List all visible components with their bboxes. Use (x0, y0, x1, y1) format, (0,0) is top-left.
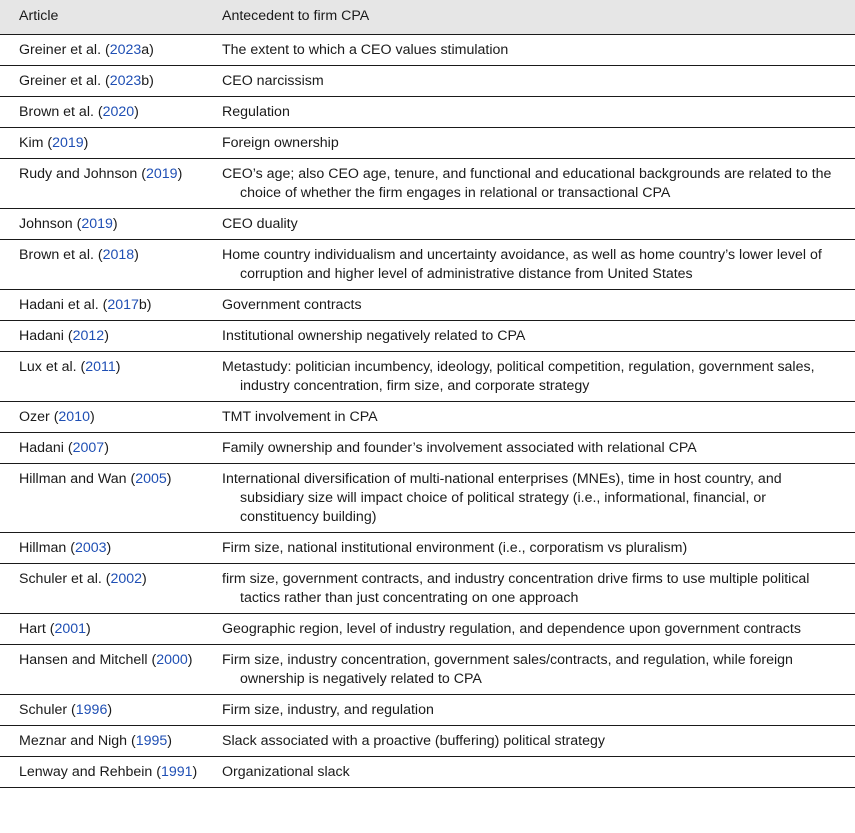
table-row (0, 613, 855, 644)
table-row (0, 756, 855, 787)
article-authors: Hadani (19, 439, 64, 456)
citation-year-link[interactable]: 2010 (58, 408, 90, 425)
citation-suffix: b (141, 72, 150, 89)
antecedent-text: Foreign ownership (222, 134, 339, 151)
table-row (0, 532, 855, 563)
article-authors: Lenway and Rehbein (19, 763, 153, 780)
table-row (0, 694, 855, 725)
antecedent-text: Firm size, national institutional environment (i.e., corporatism vs pluralism) (222, 539, 688, 556)
header-article: Article (0, 0, 212, 34)
antecedent-text: TMT involvement in CPA (222, 408, 378, 425)
citation-year-link[interactable]: 2019 (146, 165, 178, 182)
antecedent-cell (212, 432, 855, 463)
citation-year-link[interactable]: 2005 (135, 470, 167, 487)
table-row (0, 34, 855, 65)
citation-year-link[interactable]: 2007 (72, 439, 105, 456)
antecedent-text: CEO narcissism (222, 72, 324, 89)
article-cell: Hadani (2007) (0, 432, 212, 463)
citation-year-link[interactable]: 2023 (109, 41, 142, 58)
article-authors: Johnson (19, 215, 73, 232)
table-row (0, 320, 855, 351)
header-antecedent: Antecedent to firm CPA (212, 0, 855, 34)
article-cell: Kim (2019) (0, 127, 212, 158)
article-cell: Hillman (2003) (0, 532, 212, 563)
antecedent-text: Metastudy: politician incumbency, ideology, political competition, regulation, government sales, industry concentration, firm size, and corporate strategy (222, 358, 815, 394)
antecedent-text: Firm size, industry, and regulation (222, 701, 434, 718)
antecedent-text: Firm size, industry concentration, government sales/contracts, and regulation, while foreign ownership is negatively related to CPA (222, 651, 793, 687)
citation-year-link[interactable]: 2019 (52, 134, 84, 151)
antecedent-cell (212, 694, 855, 725)
antecedent-cell (212, 401, 855, 432)
antecedent-cell (212, 158, 855, 208)
antecedent-cell (212, 756, 855, 787)
article-authors: Kim (19, 134, 44, 151)
table-row (0, 127, 855, 158)
table-row (0, 463, 855, 532)
article-cell: Johnson (2019) (0, 208, 212, 239)
citation-year-link[interactable]: 1991 (160, 763, 193, 780)
article-cell: Hart (2001) (0, 613, 212, 644)
antecedent-text: The extent to which a CEO values stimulation (222, 41, 509, 58)
article-authors: Greiner et al. (19, 41, 102, 58)
antecedent-text: Institutional ownership negatively related to CPA (222, 327, 526, 344)
article-cell: Lenway and Rehbein (1991) (0, 756, 212, 787)
antecedent-text: Family ownership and founder’s involvement associated with relational CPA (222, 439, 697, 456)
antecedent-cell (212, 239, 855, 289)
table-row (0, 65, 855, 96)
table-body (0, 34, 855, 787)
antecedent-cell (212, 127, 855, 158)
antecedent-text: CEO duality (222, 215, 298, 232)
citation-suffix: b (138, 296, 147, 313)
citation-year-link[interactable]: 2023 (109, 72, 142, 89)
article-authors: Hadani (19, 327, 64, 344)
article-authors: Hansen and Mitchell (19, 651, 148, 668)
article-authors: Brown et al. (19, 246, 94, 263)
antecedent-cell (212, 34, 855, 65)
article-authors: Ozer (19, 408, 50, 425)
antecedent-cell (212, 725, 855, 756)
antecedent-text: Slack associated with a proactive (buffering) political strategy (222, 732, 605, 749)
antecedent-text: firm size, government contracts, and industry concentration drive firms to use multiple political tactics rather than just concentrating on one approach (222, 570, 810, 606)
antecedent-cell (212, 613, 855, 644)
article-authors: Meznar and Nigh (19, 732, 128, 749)
antecedent-cell (212, 644, 855, 694)
citation-year-link[interactable]: 1995 (135, 732, 168, 749)
article-cell: Meznar and Nigh (1995) (0, 725, 212, 756)
citation-year-link[interactable]: 2012 (72, 327, 105, 344)
antecedent-text: Regulation (222, 103, 290, 120)
table-row (0, 351, 855, 401)
antecedent-cell (212, 320, 855, 351)
antecedent-cell (212, 532, 855, 563)
table-row (0, 208, 855, 239)
article-cell: Hadani et al. (2017b) (0, 289, 212, 320)
antecedent-text: Government contracts (222, 296, 362, 313)
article-cell: Ozer (2010) (0, 401, 212, 432)
antecedent-cell (212, 463, 855, 532)
table-header (0, 0, 855, 34)
article-authors: Hart (19, 620, 46, 637)
citation-suffix: a (141, 41, 150, 58)
table-row (0, 432, 855, 463)
article-cell: Hillman and Wan (2005) (0, 463, 212, 532)
antecedent-text: Organizational slack (222, 763, 350, 780)
table-row (0, 239, 855, 289)
article-cell: Brown et al. (2020) (0, 96, 212, 127)
article-cell: Lux et al. (2011) (0, 351, 212, 401)
antecedent-text: International diversification of multi-national enterprises (MNEs), time in host country, and subsidiary size will impact choice of political strategy (i.e., informational, financial, or constituency building) (222, 470, 782, 525)
antecedent-cell (212, 563, 855, 613)
article-authors: Hadani et al. (19, 296, 99, 313)
article-authors: Schuler (19, 701, 68, 718)
citation-year-link[interactable]: 2011 (85, 358, 116, 375)
article-cell: Brown et al. (2018) (0, 239, 212, 289)
citation-year-link[interactable]: 2020 (102, 103, 135, 120)
citation-year-link[interactable]: 2003 (74, 539, 107, 556)
citation-year-link[interactable]: 2017 (107, 296, 139, 313)
article-cell: Greiner et al. (2023a) (0, 34, 212, 65)
citation-year-link[interactable]: 2019 (81, 215, 113, 232)
table-row (0, 158, 855, 208)
antecedent-cell (212, 289, 855, 320)
article-authors: Lux et al. (19, 358, 77, 375)
article-authors: Schuler et al. (19, 570, 102, 587)
citation-year-link[interactable]: 2000 (156, 651, 188, 668)
antecedent-text: CEO’s age; also CEO age, tenure, and functional and educational backgrounds are related to the choice of whether the firm engages in relational or transactional CPA (222, 165, 832, 201)
citation-year-link[interactable]: 2001 (54, 620, 87, 637)
article-authors: Rudy and Johnson (19, 165, 138, 182)
article-authors: Hillman and Wan (19, 470, 127, 487)
table-row (0, 289, 855, 320)
antecedent-cell (212, 208, 855, 239)
table-row (0, 96, 855, 127)
table-row (0, 563, 855, 613)
citation-year-link[interactable]: 1996 (75, 701, 108, 718)
article-cell: Rudy and Johnson (2019) (0, 158, 212, 208)
table-row (0, 725, 855, 756)
citation-year-link[interactable]: 2018 (102, 246, 135, 263)
antecedent-text: Home country individualism and uncertainty avoidance, as well as home country’s lower level of corruption and higher level of administrative distance from United States (222, 246, 822, 282)
citation-year-link[interactable]: 2002 (110, 570, 143, 587)
table-row (0, 401, 855, 432)
article-cell: Schuler (1996) (0, 694, 212, 725)
header-row (0, 0, 855, 34)
antecedent-cell (212, 96, 855, 127)
article-authors: Greiner et al. (19, 72, 102, 89)
antecedent-text: Geographic region, level of industry regulation, and dependence upon government contracts (222, 620, 801, 637)
article-cell: Hadani (2012) (0, 320, 212, 351)
antecedent-cell (212, 351, 855, 401)
article-authors: Hillman (19, 539, 67, 556)
article-authors: Brown et al. (19, 103, 94, 120)
article-cell: Hansen and Mitchell (2000) (0, 644, 212, 694)
antecedent-cell (212, 65, 855, 96)
article-cell: Schuler et al. (2002) (0, 563, 212, 613)
table-row (0, 644, 855, 694)
article-cell: Greiner et al. (2023b) (0, 65, 212, 96)
